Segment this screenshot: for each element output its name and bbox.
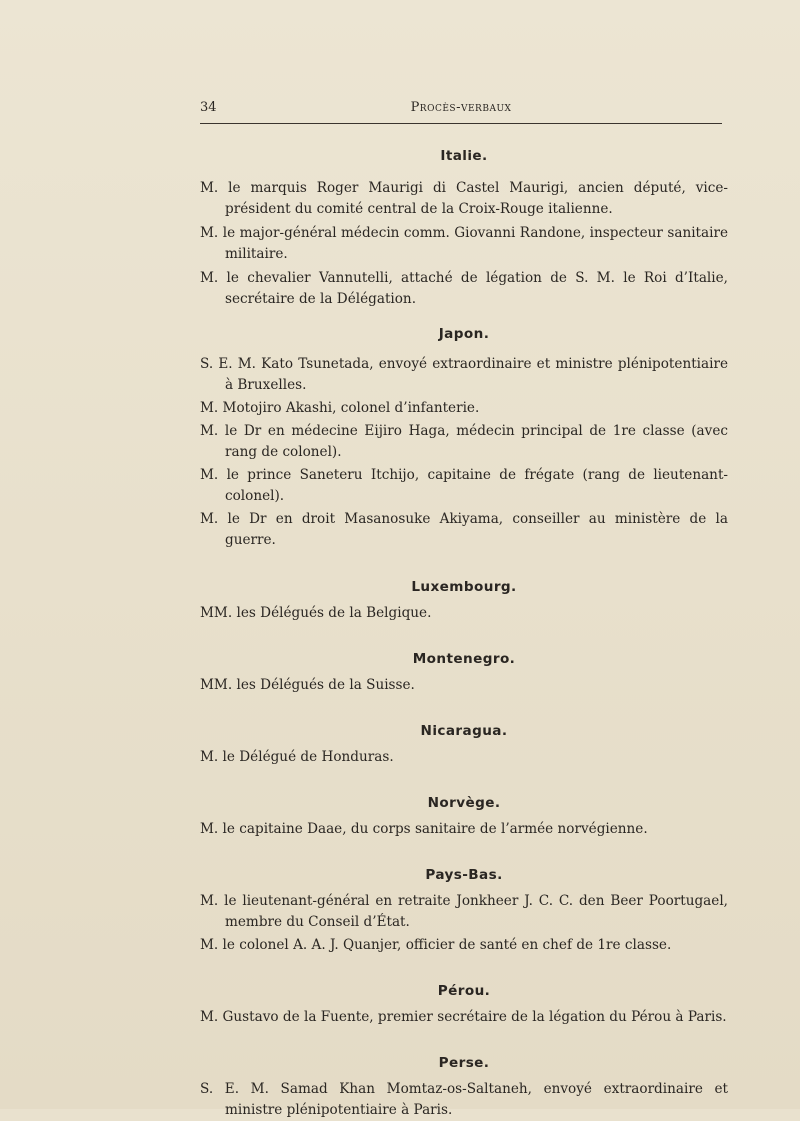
delegate-entry: M. le Dr en médecine Eijiro Haga, médecin principal de 1re classe (avec rang de colonel).	[200, 423, 728, 460]
delegate-entry: M. le major-général médecin comm. Giovanni Randone, inspecteur sanitaire militaire.	[200, 225, 728, 262]
country-heading: Italie.	[440, 148, 488, 164]
delegate-entry: M. le colonel A. A. J. Quanjer, officier de santé en chef de 1re classe.	[200, 937, 672, 953]
delegate-entry: M. Motojiro Akashi, colonel d’infanterie.	[200, 400, 480, 416]
running-title: Procès-verbaux	[410, 100, 512, 115]
country-heading: Japon.	[438, 326, 490, 342]
delegate-entry: S. E. M. Kato Tsunetada, envoyé extraordinaire et ministre plénipotentiaire à Bruxelles.	[200, 356, 728, 393]
country-heading: Pérou.	[437, 983, 491, 999]
country-heading: Norvège.	[427, 795, 501, 811]
delegate-entry: MM. les Délégués de la Belgique.	[200, 605, 432, 621]
page-number: 34	[200, 100, 217, 115]
delegate-entry: M. le marquis Roger Maurigi di Castel Maurigi, ancien député, vice-président du comité central de la Croix-Rouge italienne.	[200, 180, 728, 217]
country-heading: Nicaragua.	[420, 723, 508, 739]
header-rule	[200, 123, 722, 124]
delegate-entry: M. le prince Saneteru Itchijo, capitaine de frégate (rang de lieutenant-colonel).	[200, 467, 728, 504]
country-heading: Perse.	[438, 1055, 490, 1071]
delegate-entry: M. Gustavo de la Fuente, premier secrétaire de la légation du Pérou à Paris.	[200, 1009, 727, 1025]
delegate-entry: S. E. M. Samad Khan Momtaz-os-Saltaneh, envoyé extraordinaire et ministre plénipotentiaire à Paris.	[200, 1081, 728, 1118]
delegate-entry: M. le chevalier Vannutelli, attaché de légation de S. M. le Roi d’Italie, secrétaire de la Délégation.	[200, 270, 728, 307]
page-header	[200, 100, 722, 120]
country-heading: Montenegro.	[412, 651, 516, 667]
delegate-entry: M. le capitaine Daae, du corps sanitaire de l’armée norvégienne.	[200, 821, 648, 837]
delegate-entry: M. le lieutenant-général en retraite Jonkheer J. C. C. den Beer Poortugael, membre du Conseil d’État.	[200, 893, 728, 930]
delegate-entry: M. le Délégué de Honduras.	[200, 749, 394, 765]
page-body	[200, 140, 728, 1121]
delegate-entry: M. le Dr en droit Masanosuke Akiyama, conseiller au ministère de la guerre.	[200, 511, 728, 548]
country-heading: Pays-Bas.	[425, 867, 503, 883]
country-heading: Luxembourg.	[411, 579, 517, 595]
delegate-entry: MM. les Délégués de la Suisse.	[200, 677, 415, 693]
